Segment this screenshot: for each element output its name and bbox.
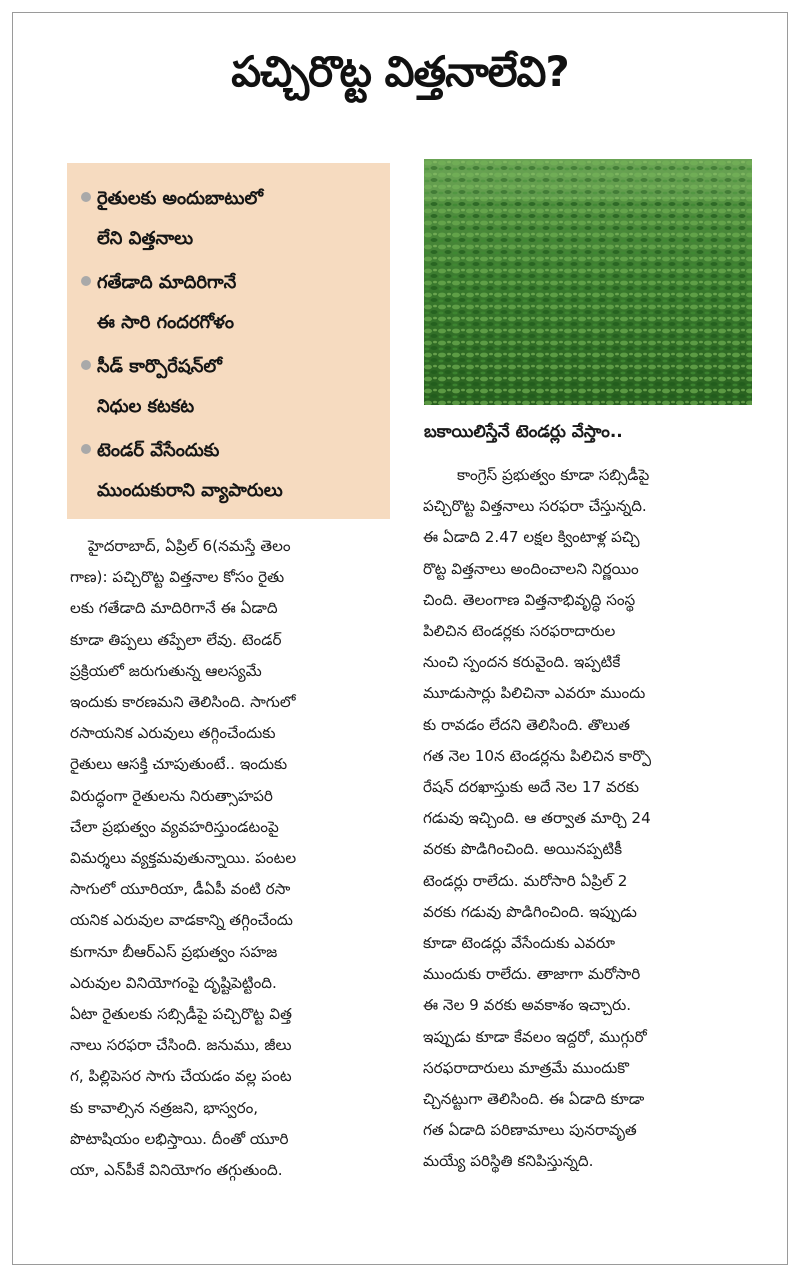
- paragraph-line: చింది. తెలంగాణ విత్తనాభివృద్ధి సంస్థ: [423, 590, 636, 609]
- photo-caption: బకాయిలిస్తేనే టెండర్లు వేస్తాం..: [424, 422, 623, 442]
- bullet-icon: [81, 192, 91, 202]
- highlight-text: రైతులకు అందుబాటులో: [97, 188, 263, 209]
- paragraph-line: లకు గతేడాది మాదిరిగానే ఈ ఏడాది: [70, 599, 278, 618]
- paragraph-line: ముందుకు రాలేదు. తాజాగా మరోసారి: [423, 965, 641, 984]
- paragraph-line: ఇప్పుడు కూడా కేవలం ఇద్దరో, ముగ్గురో: [423, 1027, 647, 1046]
- paragraph-line: గాణ): పచ్చిరొట్ట విత్తనాల కోసం రైతు: [70, 568, 285, 587]
- bullet-icon: [81, 360, 91, 370]
- paragraph-line: గ, పిల్లిపెసర సాగు చేయడం వల్ల పంట: [70, 1067, 292, 1086]
- highlight-text: గతేడాది మాదిరిగానే: [97, 272, 237, 293]
- paragraph-line: చ్చినట్టుగా తెలిసింది. ఈ ఏడాది కూడా: [423, 1090, 645, 1109]
- paragraph-line: రొట్ట విత్తనాలు అందించాలని నిర్ణయిం: [423, 559, 639, 578]
- paragraph-line: వరకు పొడిగించింది. అయినప్పటికీ: [423, 840, 623, 859]
- paragraph-line: రేషన్ దరఖాస్తుకు అదే నెల 17 వరకు: [423, 778, 639, 797]
- crop-field-photo: [424, 159, 752, 405]
- paragraph-line: గత నెల 10న టెండర్లను పిలిచిన కార్పొ: [423, 746, 652, 765]
- paragraph-line: హైదరాబాద్, ఏప్రిల్ 6(నమస్తే తెలం: [88, 537, 291, 555]
- bullet-icon: [81, 276, 91, 286]
- crop-field-image: [424, 159, 752, 405]
- headline: పచ్చిరొట్ట విత్తనాలేవి?: [231, 47, 569, 96]
- highlight-text: నిధుల కటకట: [97, 396, 195, 417]
- highlight-item: [81, 431, 380, 511]
- paragraph-line: యా, ఎన్‌పీకే వినియోగం తగ్గుతుంది.: [70, 1161, 283, 1180]
- paragraph-line: విరుద్ధంగా రైతులను నిరుత్సాహపరి: [70, 786, 273, 805]
- highlight-item: [81, 347, 380, 427]
- article-body-left: [70, 531, 394, 1186]
- paragraph-line: కాంగ్రెస్ ప్రభుత్వం కూడా సబ్సిడీపై: [457, 466, 650, 484]
- highlight-text: లేని విత్తనాలు: [97, 228, 194, 249]
- paragraph-line: ఈ ఏడాది 2.47 లక్షల క్వింటాళ్ల పచ్చి: [423, 528, 640, 547]
- article-body-right: [423, 460, 755, 1178]
- paragraph-line: నాలు సరఫరా చేసింది. జనుము, జీలు: [70, 1036, 292, 1055]
- paragraph-line: ఈ నెల 9 వరకు అవకాశం ఇచ్చారు.: [423, 996, 632, 1015]
- paragraph-line: గత ఏడాది పరిణామాలు పునరావృత: [423, 1121, 637, 1140]
- bullet-icon: [81, 444, 91, 454]
- paragraph-line: వరకు గడువు పొడిగించింది. ఇప్పుడు: [423, 902, 637, 921]
- paragraph-line: కూడా టెండర్లు వేసేందుకు ఎవరూ: [423, 934, 616, 953]
- paragraph-line: చేలా ప్రభుత్వం వ్యవహరిస్తుండటంపై: [70, 817, 279, 836]
- paragraph-line: కు కావాల్సిన నత్రజని, భాస్వరం,: [70, 1098, 259, 1117]
- highlight-text: ముందుకురాని వ్యాపారులు: [97, 480, 283, 501]
- paragraph-line: ఏటా రైతులకు సబ్సిడీపై పచ్చిరొట్ట విత్త: [70, 1005, 292, 1024]
- paragraph-line: మయ్యే పరిస్థితి కనిపిస్తున్నది.: [423, 1152, 594, 1171]
- paragraph-line: ప్రక్రియలో జరుగుతున్న ఆలస్యమే: [70, 661, 262, 680]
- paragraph-line: రసాయనిక ఎరువులు తగ్గించేందుకు: [70, 724, 276, 743]
- paragraph-line: విమర్శలు వ్యక్తమవుతున్నాయి. పంటల: [70, 849, 297, 868]
- paragraph-line: నుంచి స్పందన కరువైంది. ఇప్పటికే: [423, 653, 621, 672]
- highlight-text: టెండర్ వేసేందుకు: [97, 440, 220, 461]
- paragraph-line: యనిక ఎరువుల వాడకాన్ని తగ్గించేందు: [70, 911, 293, 930]
- paragraph-line: పిలిచిన టెండర్లకు సరఫరాదారుల: [423, 622, 616, 641]
- paragraph-line: టెండర్లు రాలేదు. మరోసారి ఏప్రిల్ 2: [423, 871, 628, 890]
- paragraph-line: గడువు ఇచ్చింది. ఆ తర్వాత మార్చి 24: [423, 809, 651, 828]
- highlight-text: ఈ సారి గందరగోళం: [97, 312, 235, 333]
- highlight-text: సీడ్ కార్పొరేషన్‌లో: [97, 356, 222, 377]
- paragraph-line: రైతులు ఆసక్తి చూపుతుంటే.. ఇందుకు: [70, 755, 288, 774]
- highlights-box: [67, 163, 390, 519]
- paragraph-line: కుగానూ బీఆర్ఎస్ ప్రభుత్వం సహజ: [70, 942, 278, 961]
- paragraph-line: ఇందుకు కారణమని తెలిసింది. సాగులో: [70, 693, 296, 712]
- paragraph-line: కు రావడం లేదని తెలిసింది. తొలుత: [423, 715, 630, 734]
- paragraph-line: మూడుసార్లు పిలిచినా ఎవరూ ముందు: [423, 684, 646, 703]
- highlight-item: [81, 263, 380, 343]
- paragraph-line: సాగులో యూరియా, డీఏపీ వంటి రసా: [70, 880, 291, 899]
- paragraph-line: ఎరువుల వినియోగంపై దృష్టిపెట్టింది.: [70, 973, 277, 992]
- paragraph-line: సరఫరాదారులు మాత్రమే ముందుకొ: [423, 1058, 629, 1077]
- paragraph-line: పొటాషియం లభిస్తాయి. దీంతో యూరి: [70, 1129, 289, 1148]
- paragraph-line: పచ్చిరొట్ట విత్తనాలు సరఫరా చేస్తున్నది.: [423, 497, 647, 516]
- highlight-item: [81, 179, 380, 259]
- paragraph-line: కూడా తిప్పలు తప్పేలా లేవు. టెండర్: [70, 630, 282, 649]
